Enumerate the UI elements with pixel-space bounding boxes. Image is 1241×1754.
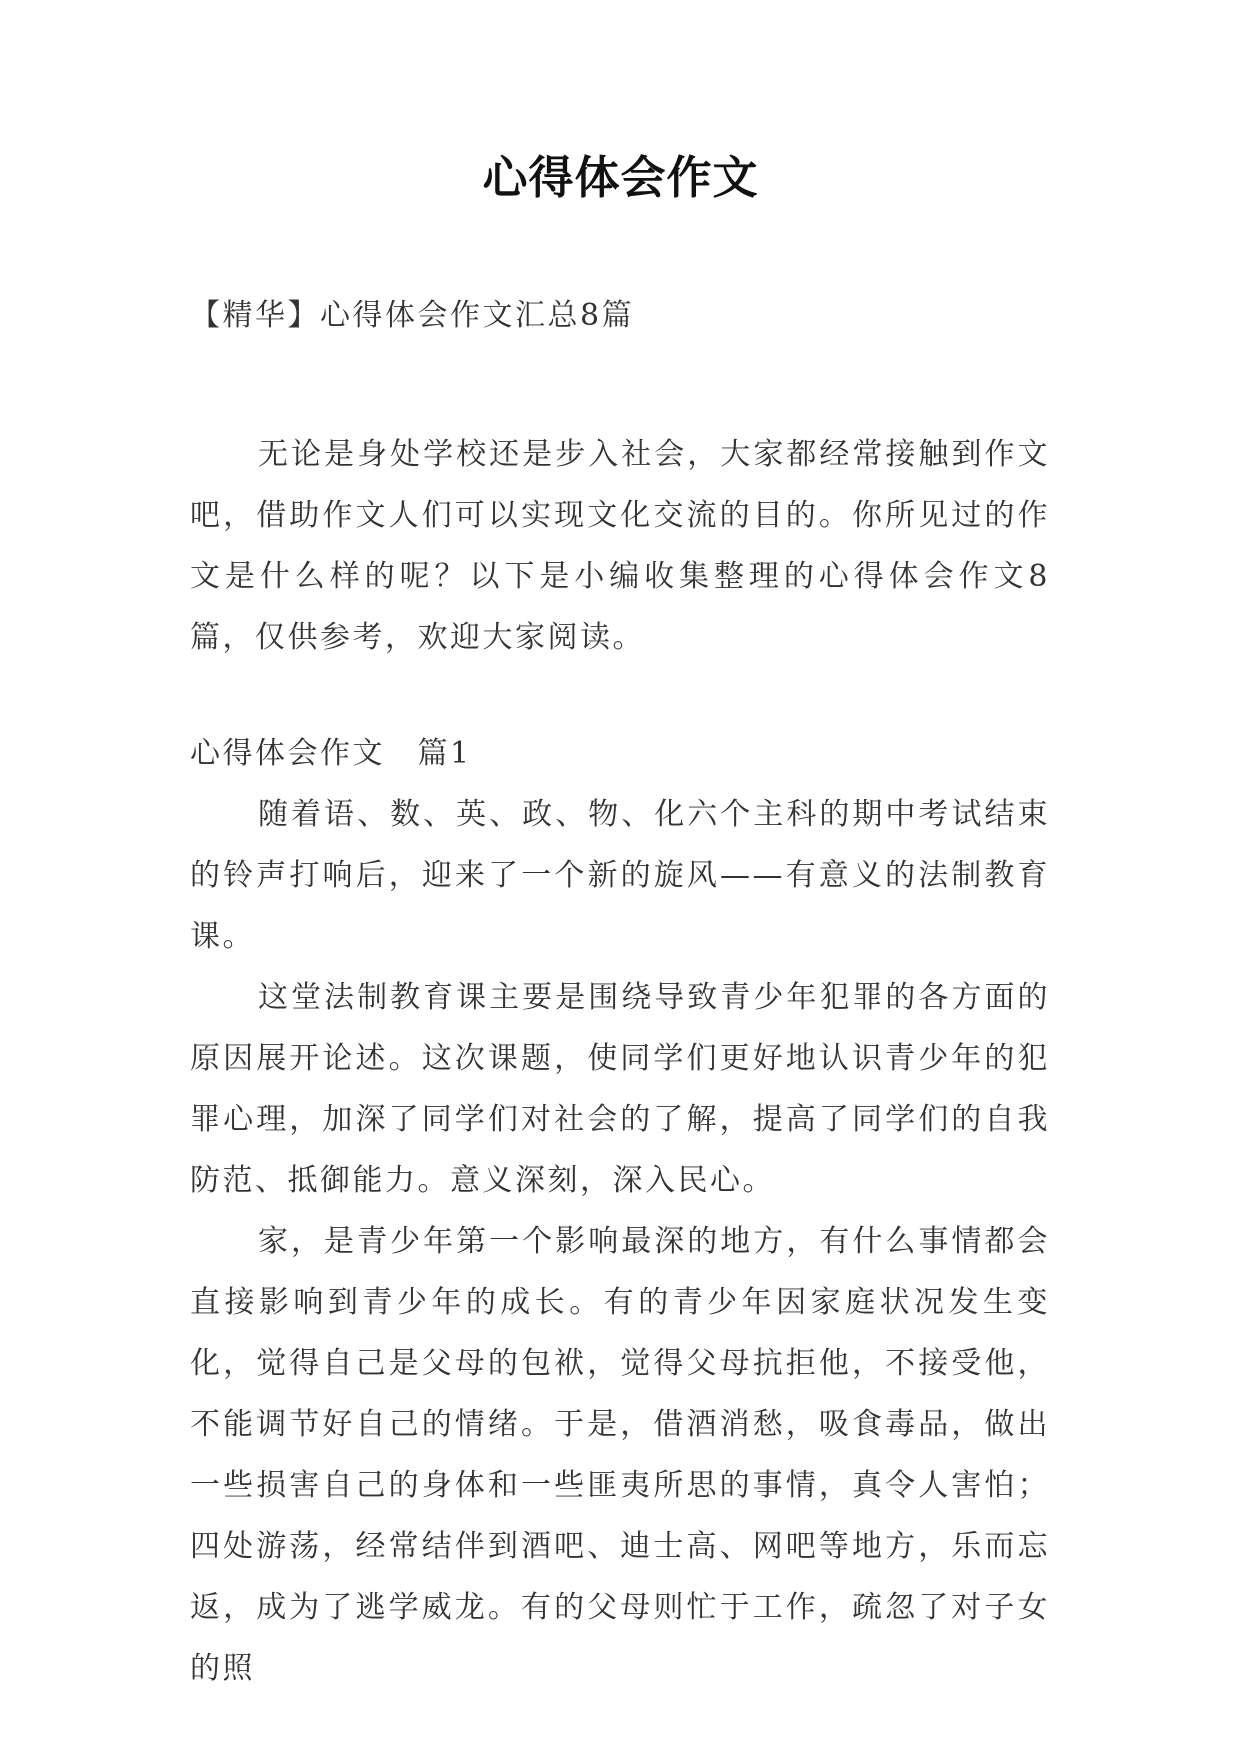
body-paragraph: 这堂法制教育课主要是围绕导致青少年犯罪的各方面的原因展开论述。这次课题，使同学们更好地认识青少年的犯罪心理，加深了同学们对社会的了解，提高了同学们的自我防范、抵御能力。意义深刻，深入民心。 <box>190 980 1050 1198</box>
section-heading: 心得体会作文 篇1 <box>190 736 472 771</box>
body-paragraph: 家，是青少年第一个影响最深的地方，有什么事情都会直接影响到青少年的成长。有的青少年因家庭状况发生变化，觉得自己是父母的包袱，觉得父母抗拒他，不接受他，不能调节好自己的情绪。于是，借酒消愁，吸食毒品，做出一些损害自己的身体和一些匪夷所思的事情，真令人害怕；四处游荡，经常结伴到酒吧、迪士高、网吧等地方，乐而忘返，成为了逃学威龙。有的父母则忙于工作，疏忽了对子女的照 <box>190 1224 1050 1686</box>
intro-paragraph: 无论是身处学校还是步入社会，大家都经常接触到作文吧，借助作文人们可以实现文化交流的目的。你所见过的作文是什么样的呢？以下是小编收集整理的心得体会作文8篇，仅供参考，欢迎大家阅读。 <box>190 437 1050 655</box>
document-body <box>190 286 1050 1699</box>
body-paragraph: 随着语、数、英、政、物、化六个主科的期中考试结束的铃声打响后，迎来了一个新的旋风——有意义的法制教育课。 <box>190 797 1050 954</box>
document-subtitle: 【精华】心得体会作文汇总8篇 <box>190 298 635 333</box>
document-title: 心得体会作文 <box>482 151 759 204</box>
